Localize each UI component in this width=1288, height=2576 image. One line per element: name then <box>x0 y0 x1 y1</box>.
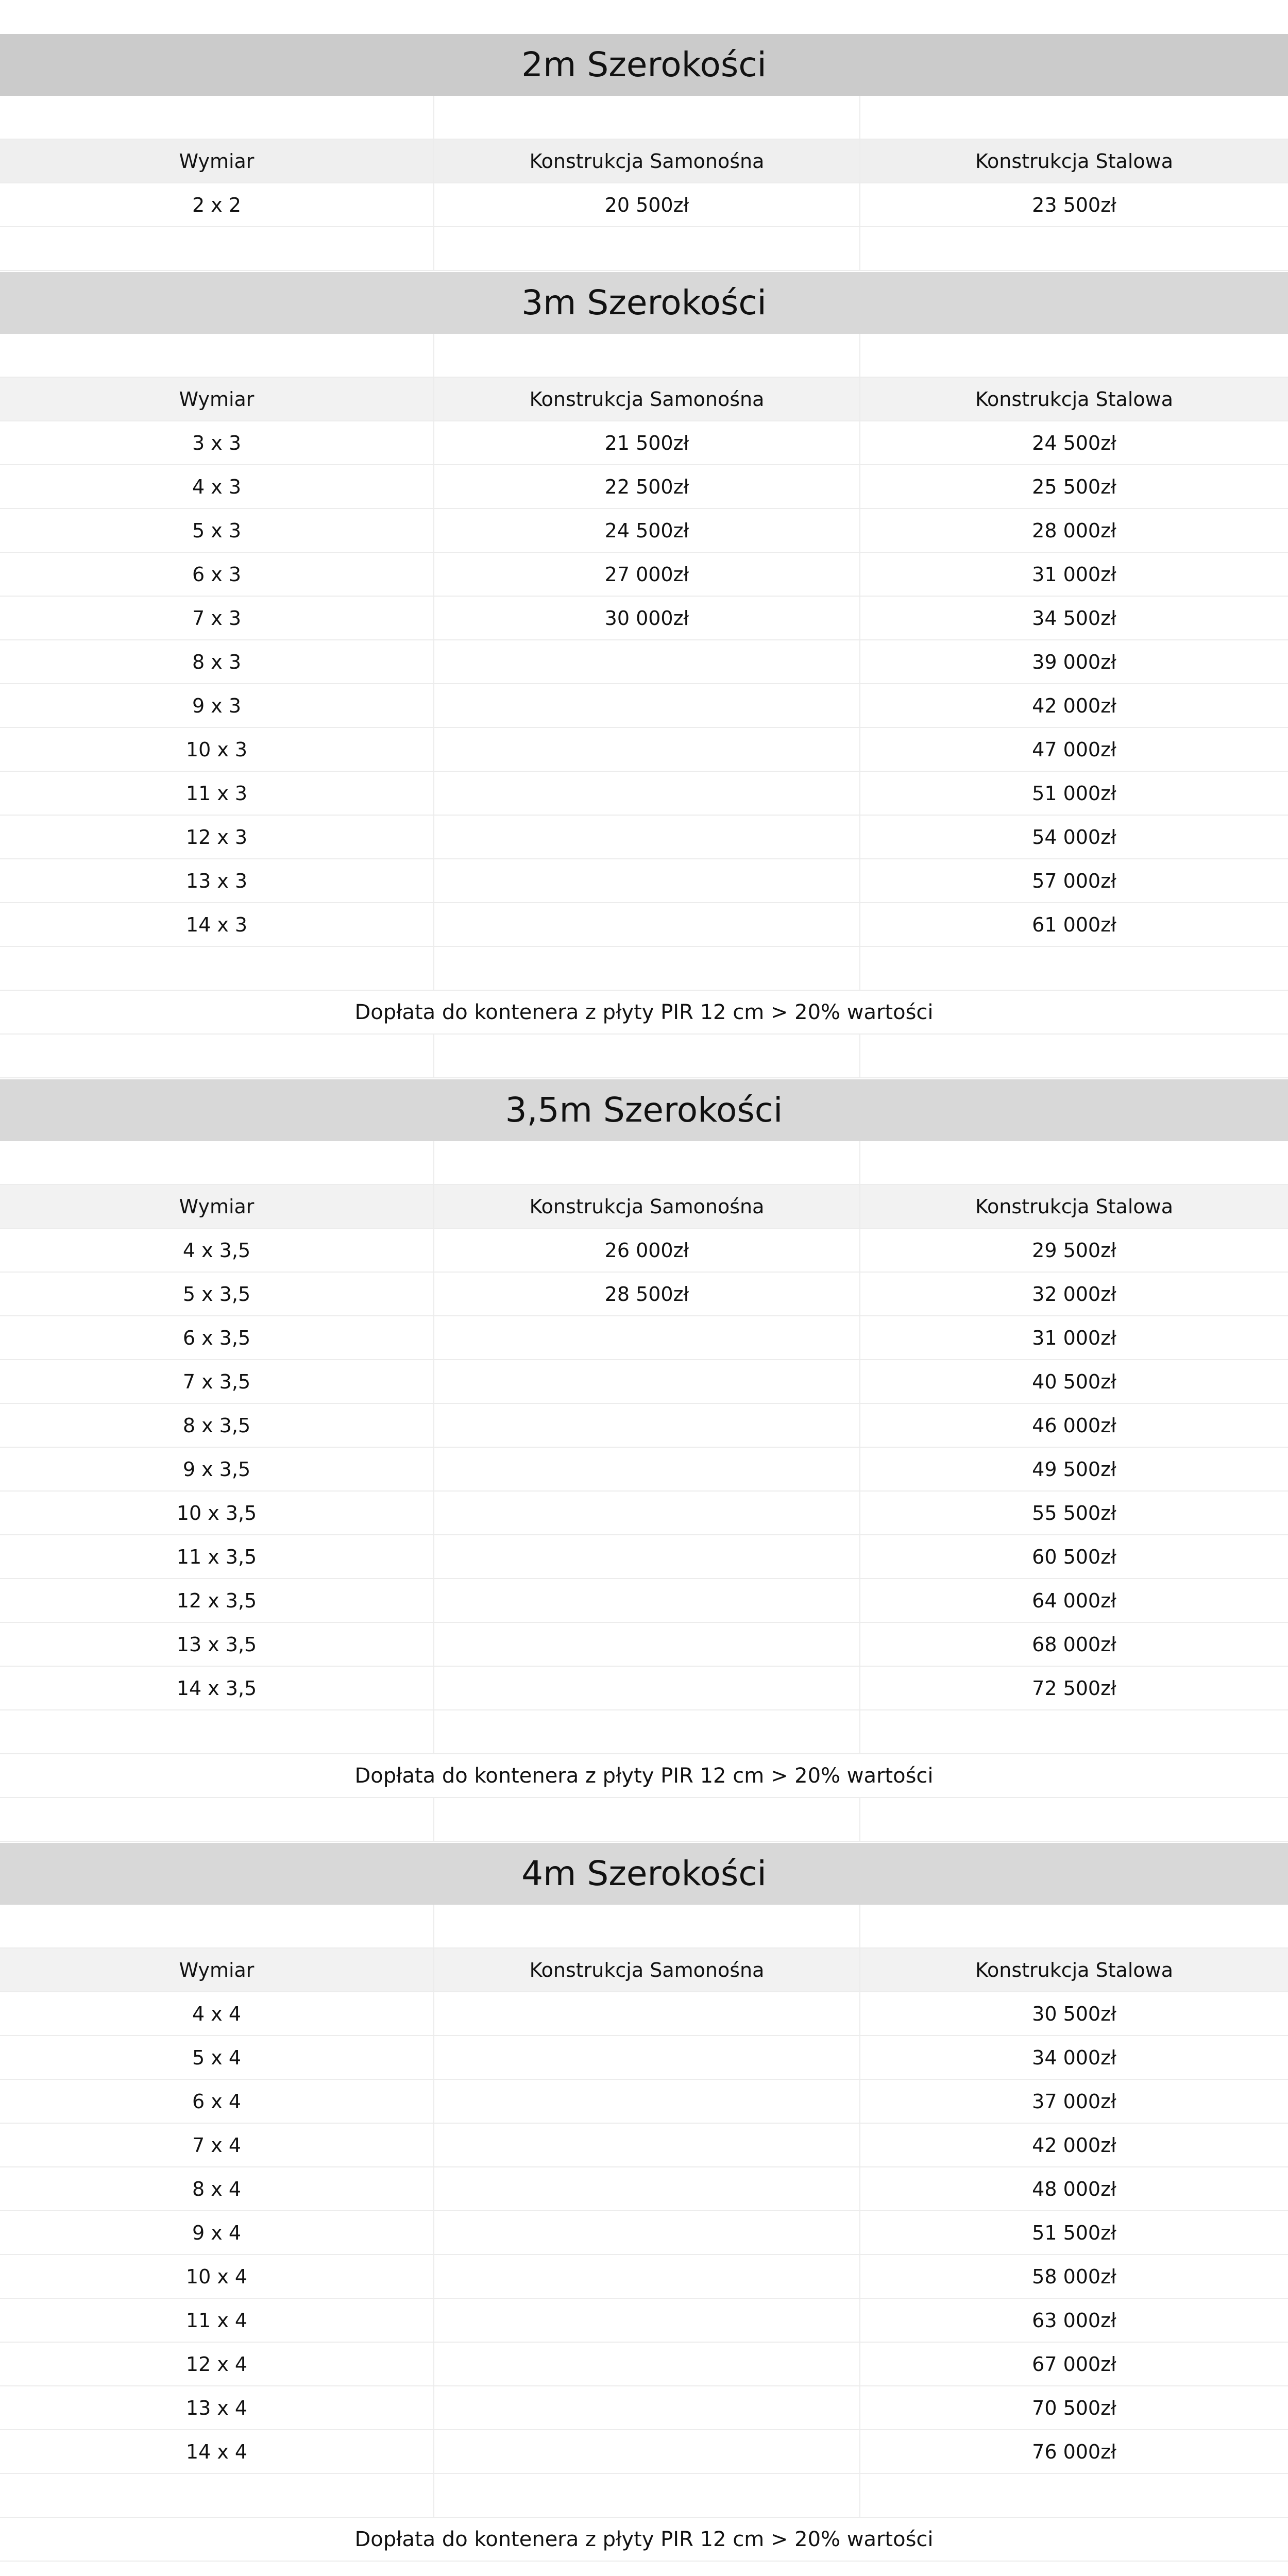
spacer-row <box>0 96 1288 140</box>
steel-price-cell: 55 500zł <box>1032 1501 1116 1524</box>
steel-price-cell: 46 000zł <box>1032 1414 1116 1437</box>
table-header-row <box>0 1948 1288 1992</box>
table-row <box>0 2167 1288 2211</box>
self-supporting-price-cell <box>434 1667 860 1709</box>
steel-price-cell: 67 000zł <box>1032 2352 1116 2376</box>
header-steel: Konstrukcja Stalowa <box>975 1195 1174 1218</box>
table-row <box>0 1535 1288 1579</box>
empty-cell <box>860 1141 1288 1184</box>
table-row <box>0 728 1288 772</box>
steel-price-cell: 28 000zł <box>1032 519 1116 542</box>
section-title: 2m Szerokości <box>0 33 1288 96</box>
spacer-row <box>0 1035 1288 1078</box>
self-supporting-price-cell: 28 500zł <box>434 1273 860 1315</box>
table-header-row <box>0 1185 1288 1229</box>
table-row <box>0 597 1288 640</box>
steel-price-cell: 61 000zł <box>1032 913 1116 936</box>
size-cell: 12 x 3 <box>0 816 434 858</box>
steel-price-cell: 31 000zł <box>1032 563 1116 586</box>
top-spacer <box>0 0 1288 33</box>
empty-cell <box>434 1035 860 1077</box>
steel-price-cell: 42 000zł <box>1032 2133 1116 2157</box>
table-row <box>0 772 1288 816</box>
pir-surcharge-note <box>0 2518 1288 2562</box>
section-title: 4m Szerokości <box>0 1842 1288 1905</box>
empty-cell <box>860 1710 1288 1753</box>
self-supporting-price-cell <box>434 2343 860 2385</box>
empty-cell <box>0 227 434 270</box>
empty-cell <box>0 1710 434 1753</box>
table-row <box>0 183 1288 227</box>
steel-price-cell: 51 500zł <box>1032 2221 1116 2244</box>
self-supporting-price-cell: 20 500zł <box>434 183 860 226</box>
self-supporting-price-cell <box>434 1404 860 1447</box>
table-row <box>0 2343 1288 2386</box>
size-cell: 9 x 3 <box>0 684 434 727</box>
size-cell: 6 x 3,5 <box>0 1316 434 1359</box>
empty-cell <box>434 1798 860 1841</box>
empty-cell <box>434 227 860 270</box>
self-supporting-price-cell <box>434 684 860 727</box>
steel-price-cell: 60 500zł <box>1032 1545 1116 1568</box>
size-cell: 13 x 3 <box>0 859 434 902</box>
steel-price-cell: 54 000zł <box>1032 825 1116 849</box>
spacer-row <box>0 947 1288 991</box>
table-row <box>0 1623 1288 1667</box>
table-row <box>0 2211 1288 2255</box>
steel-price-cell: 57 000zł <box>1032 869 1116 892</box>
self-supporting-price-cell <box>434 2080 860 2123</box>
table-row <box>0 2430 1288 2474</box>
size-cell: 5 x 3 <box>0 509 434 552</box>
spacer-row <box>0 2474 1288 2518</box>
header-self-supporting: Konstrukcja Samonośna <box>434 140 860 182</box>
steel-price-cell: 64 000zł <box>1032 1589 1116 1612</box>
steel-price-cell: 34 000zł <box>1032 2046 1116 2069</box>
self-supporting-price-cell <box>434 1535 860 1578</box>
empty-cell <box>434 1905 860 1947</box>
empty-cell <box>434 1141 860 1184</box>
header-dimension: Wymiar <box>0 378 434 420</box>
header-dimension: Wymiar <box>0 1185 434 1228</box>
empty-cell <box>434 947 860 990</box>
empty-cell <box>434 2474 860 2517</box>
table-row <box>0 2036 1288 2080</box>
self-supporting-price-cell: 21 500zł <box>434 421 860 464</box>
size-cell: 12 x 4 <box>0 2343 434 2385</box>
size-cell: 14 x 3,5 <box>0 1667 434 1709</box>
section-title: 3m Szerokości <box>0 271 1288 334</box>
table-row <box>0 816 1288 859</box>
steel-price-cell: 63 000zł <box>1032 2309 1116 2332</box>
self-supporting-price-cell: 26 000zł <box>434 1229 860 1272</box>
empty-cell <box>0 1798 434 1841</box>
empty-cell <box>860 1798 1288 1841</box>
spacer-row <box>0 1798 1288 1842</box>
self-supporting-price-cell <box>434 2167 860 2210</box>
table-row <box>0 684 1288 728</box>
steel-price-cell: 40 500zł <box>1032 1370 1116 1393</box>
self-supporting-price-cell <box>434 1623 860 1666</box>
steel-price-cell: 30 500zł <box>1032 2002 1116 2025</box>
table-row <box>0 465 1288 509</box>
spacer-row <box>0 227 1288 271</box>
self-supporting-price-cell <box>434 1579 860 1622</box>
table-header-row <box>0 378 1288 421</box>
empty-cell <box>860 1035 1288 1077</box>
self-supporting-price-cell <box>434 1992 860 2035</box>
header-steel: Konstrukcja Stalowa <box>975 1958 1174 1981</box>
steel-price-cell: 58 000zł <box>1032 2265 1116 2288</box>
empty-cell <box>0 1141 434 1184</box>
spacer-row <box>0 1710 1288 1754</box>
self-supporting-price-cell <box>434 903 860 946</box>
steel-price-cell: 32 000zł <box>1032 1282 1116 1306</box>
empty-cell <box>434 96 860 139</box>
empty-cell <box>860 1905 1288 1947</box>
size-cell: 11 x 3,5 <box>0 1535 434 1578</box>
self-supporting-price-cell <box>434 728 860 771</box>
self-supporting-price-cell <box>434 2430 860 2473</box>
steel-price-cell: 51 000zł <box>1032 782 1116 805</box>
empty-cell <box>0 1905 434 1947</box>
pir-surcharge-text: Dopłata do kontenera z płyty PIR 12 cm > 20% wartości <box>354 2528 934 2551</box>
table-row <box>0 903 1288 947</box>
table-row <box>0 2299 1288 2343</box>
size-cell: 8 x 4 <box>0 2167 434 2210</box>
width-section <box>0 1078 1288 1842</box>
header-self-supporting: Konstrukcja Samonośna <box>434 378 860 420</box>
steel-price-cell: 37 000zł <box>1032 2090 1116 2113</box>
width-section <box>0 271 1288 1078</box>
self-supporting-price-cell: 27 000zł <box>434 553 860 596</box>
self-supporting-price-cell: 22 500zł <box>434 465 860 508</box>
pir-surcharge-text: Dopłata do kontenera z płyty PIR 12 cm > 20% wartości <box>354 1764 934 1788</box>
steel-price-cell: 31 000zł <box>1032 1326 1116 1349</box>
self-supporting-price-cell <box>434 2124 860 2166</box>
self-supporting-price-cell <box>434 1316 860 1359</box>
steel-price-cell: 72 500zł <box>1032 1676 1116 1700</box>
self-supporting-price-cell: 24 500zł <box>434 509 860 552</box>
header-self-supporting: Konstrukcja Samonośna <box>434 1185 860 1228</box>
self-supporting-price-cell <box>434 640 860 683</box>
table-row <box>0 1448 1288 1492</box>
width-section <box>0 1842 1288 2562</box>
table-row <box>0 1667 1288 1710</box>
table-row <box>0 2124 1288 2167</box>
self-supporting-price-cell <box>434 2386 860 2429</box>
size-cell: 6 x 3 <box>0 553 434 596</box>
size-cell: 13 x 4 <box>0 2386 434 2429</box>
width-section <box>0 33 1288 271</box>
size-cell: 7 x 3,5 <box>0 1360 434 1403</box>
table-row <box>0 2080 1288 2124</box>
pir-surcharge-text: Dopłata do kontenera z płyty PIR 12 cm > 20% wartości <box>354 1001 934 1024</box>
self-supporting-price-cell <box>434 1448 860 1490</box>
size-cell: 5 x 3,5 <box>0 1273 434 1315</box>
empty-cell <box>860 947 1288 990</box>
table-row <box>0 1579 1288 1623</box>
table-row <box>0 1360 1288 1404</box>
empty-cell <box>434 334 860 377</box>
steel-price-cell: 76 000zł <box>1032 2440 1116 2463</box>
size-cell: 8 x 3 <box>0 640 434 683</box>
self-supporting-price-cell <box>434 816 860 858</box>
table-row <box>0 2255 1288 2299</box>
steel-price-cell: 48 000zł <box>1032 2177 1116 2200</box>
self-supporting-price-cell <box>434 1360 860 1403</box>
size-cell: 4 x 3,5 <box>0 1229 434 1272</box>
empty-cell <box>0 947 434 990</box>
size-cell: 13 x 3,5 <box>0 1623 434 1666</box>
table-row <box>0 1992 1288 2036</box>
self-supporting-price-cell <box>434 2299 860 2342</box>
self-supporting-price-cell <box>434 772 860 815</box>
header-steel: Konstrukcja Stalowa <box>975 387 1174 411</box>
steel-price-cell: 70 500zł <box>1032 2396 1116 2419</box>
table-row <box>0 859 1288 903</box>
size-cell: 14 x 4 <box>0 2430 434 2473</box>
pir-surcharge-note <box>0 991 1288 1035</box>
spacer-row <box>0 334 1288 378</box>
steel-price-cell: 47 000zł <box>1032 738 1116 761</box>
size-cell: 6 x 4 <box>0 2080 434 2123</box>
section-title: 3,5m Szerokości <box>0 1078 1288 1141</box>
table-row <box>0 640 1288 684</box>
spacer-row <box>0 1905 1288 1948</box>
empty-cell <box>0 96 434 139</box>
empty-cell <box>0 334 434 377</box>
empty-cell <box>434 1710 860 1753</box>
steel-price-cell: 49 500zł <box>1032 1458 1116 1481</box>
spacer-row <box>0 1141 1288 1185</box>
empty-cell <box>860 2474 1288 2517</box>
size-cell: 10 x 4 <box>0 2255 434 2298</box>
steel-price-cell: 23 500zł <box>1032 193 1116 216</box>
empty-cell <box>0 1035 434 1077</box>
size-cell: 10 x 3,5 <box>0 1492 434 1534</box>
self-supporting-price-cell <box>434 2036 860 2079</box>
table-row <box>0 1273 1288 1316</box>
steel-price-cell: 68 000zł <box>1032 1633 1116 1656</box>
self-supporting-price-cell <box>434 2255 860 2298</box>
size-cell: 14 x 3 <box>0 903 434 946</box>
size-cell: 7 x 3 <box>0 597 434 639</box>
steel-price-cell: 42 000zł <box>1032 694 1116 717</box>
self-supporting-price-cell <box>434 859 860 902</box>
steel-price-cell: 24 500zł <box>1032 431 1116 454</box>
size-cell: 7 x 4 <box>0 2124 434 2166</box>
table-row <box>0 1404 1288 1448</box>
size-cell: 12 x 3,5 <box>0 1579 434 1622</box>
table-header-row <box>0 140 1288 183</box>
table-row <box>0 553 1288 597</box>
size-cell: 10 x 3 <box>0 728 434 771</box>
size-cell: 11 x 4 <box>0 2299 434 2342</box>
table-row <box>0 1229 1288 1273</box>
self-supporting-price-cell <box>434 1492 860 1534</box>
steel-price-cell: 29 500zł <box>1032 1239 1116 1262</box>
header-self-supporting: Konstrukcja Samonośna <box>434 1948 860 1991</box>
steel-price-cell: 25 500zł <box>1032 475 1116 498</box>
empty-cell <box>860 334 1288 377</box>
empty-cell <box>0 2474 434 2517</box>
size-cell: 5 x 4 <box>0 2036 434 2079</box>
steel-price-cell: 39 000zł <box>1032 650 1116 673</box>
steel-price-cell: 34 500zł <box>1032 606 1116 630</box>
size-cell: 2 x 2 <box>0 183 434 226</box>
table-row <box>0 1492 1288 1535</box>
pir-surcharge-note <box>0 1754 1288 1798</box>
table-row <box>0 421 1288 465</box>
price-sections <box>0 33 1288 2562</box>
table-row <box>0 2386 1288 2430</box>
table-row <box>0 509 1288 553</box>
self-supporting-price-cell: 30 000zł <box>434 597 860 639</box>
header-steel: Konstrukcja Stalowa <box>975 149 1174 173</box>
size-cell: 4 x 3 <box>0 465 434 508</box>
size-cell: 9 x 4 <box>0 2211 434 2254</box>
size-cell: 8 x 3,5 <box>0 1404 434 1447</box>
size-cell: 11 x 3 <box>0 772 434 815</box>
table-row <box>0 1316 1288 1360</box>
header-dimension: Wymiar <box>0 140 434 182</box>
empty-cell <box>860 227 1288 270</box>
size-cell: 4 x 4 <box>0 1992 434 2035</box>
header-dimension: Wymiar <box>0 1948 434 1991</box>
size-cell: 3 x 3 <box>0 421 434 464</box>
empty-cell <box>860 96 1288 139</box>
size-cell: 9 x 3,5 <box>0 1448 434 1490</box>
self-supporting-price-cell <box>434 2211 860 2254</box>
